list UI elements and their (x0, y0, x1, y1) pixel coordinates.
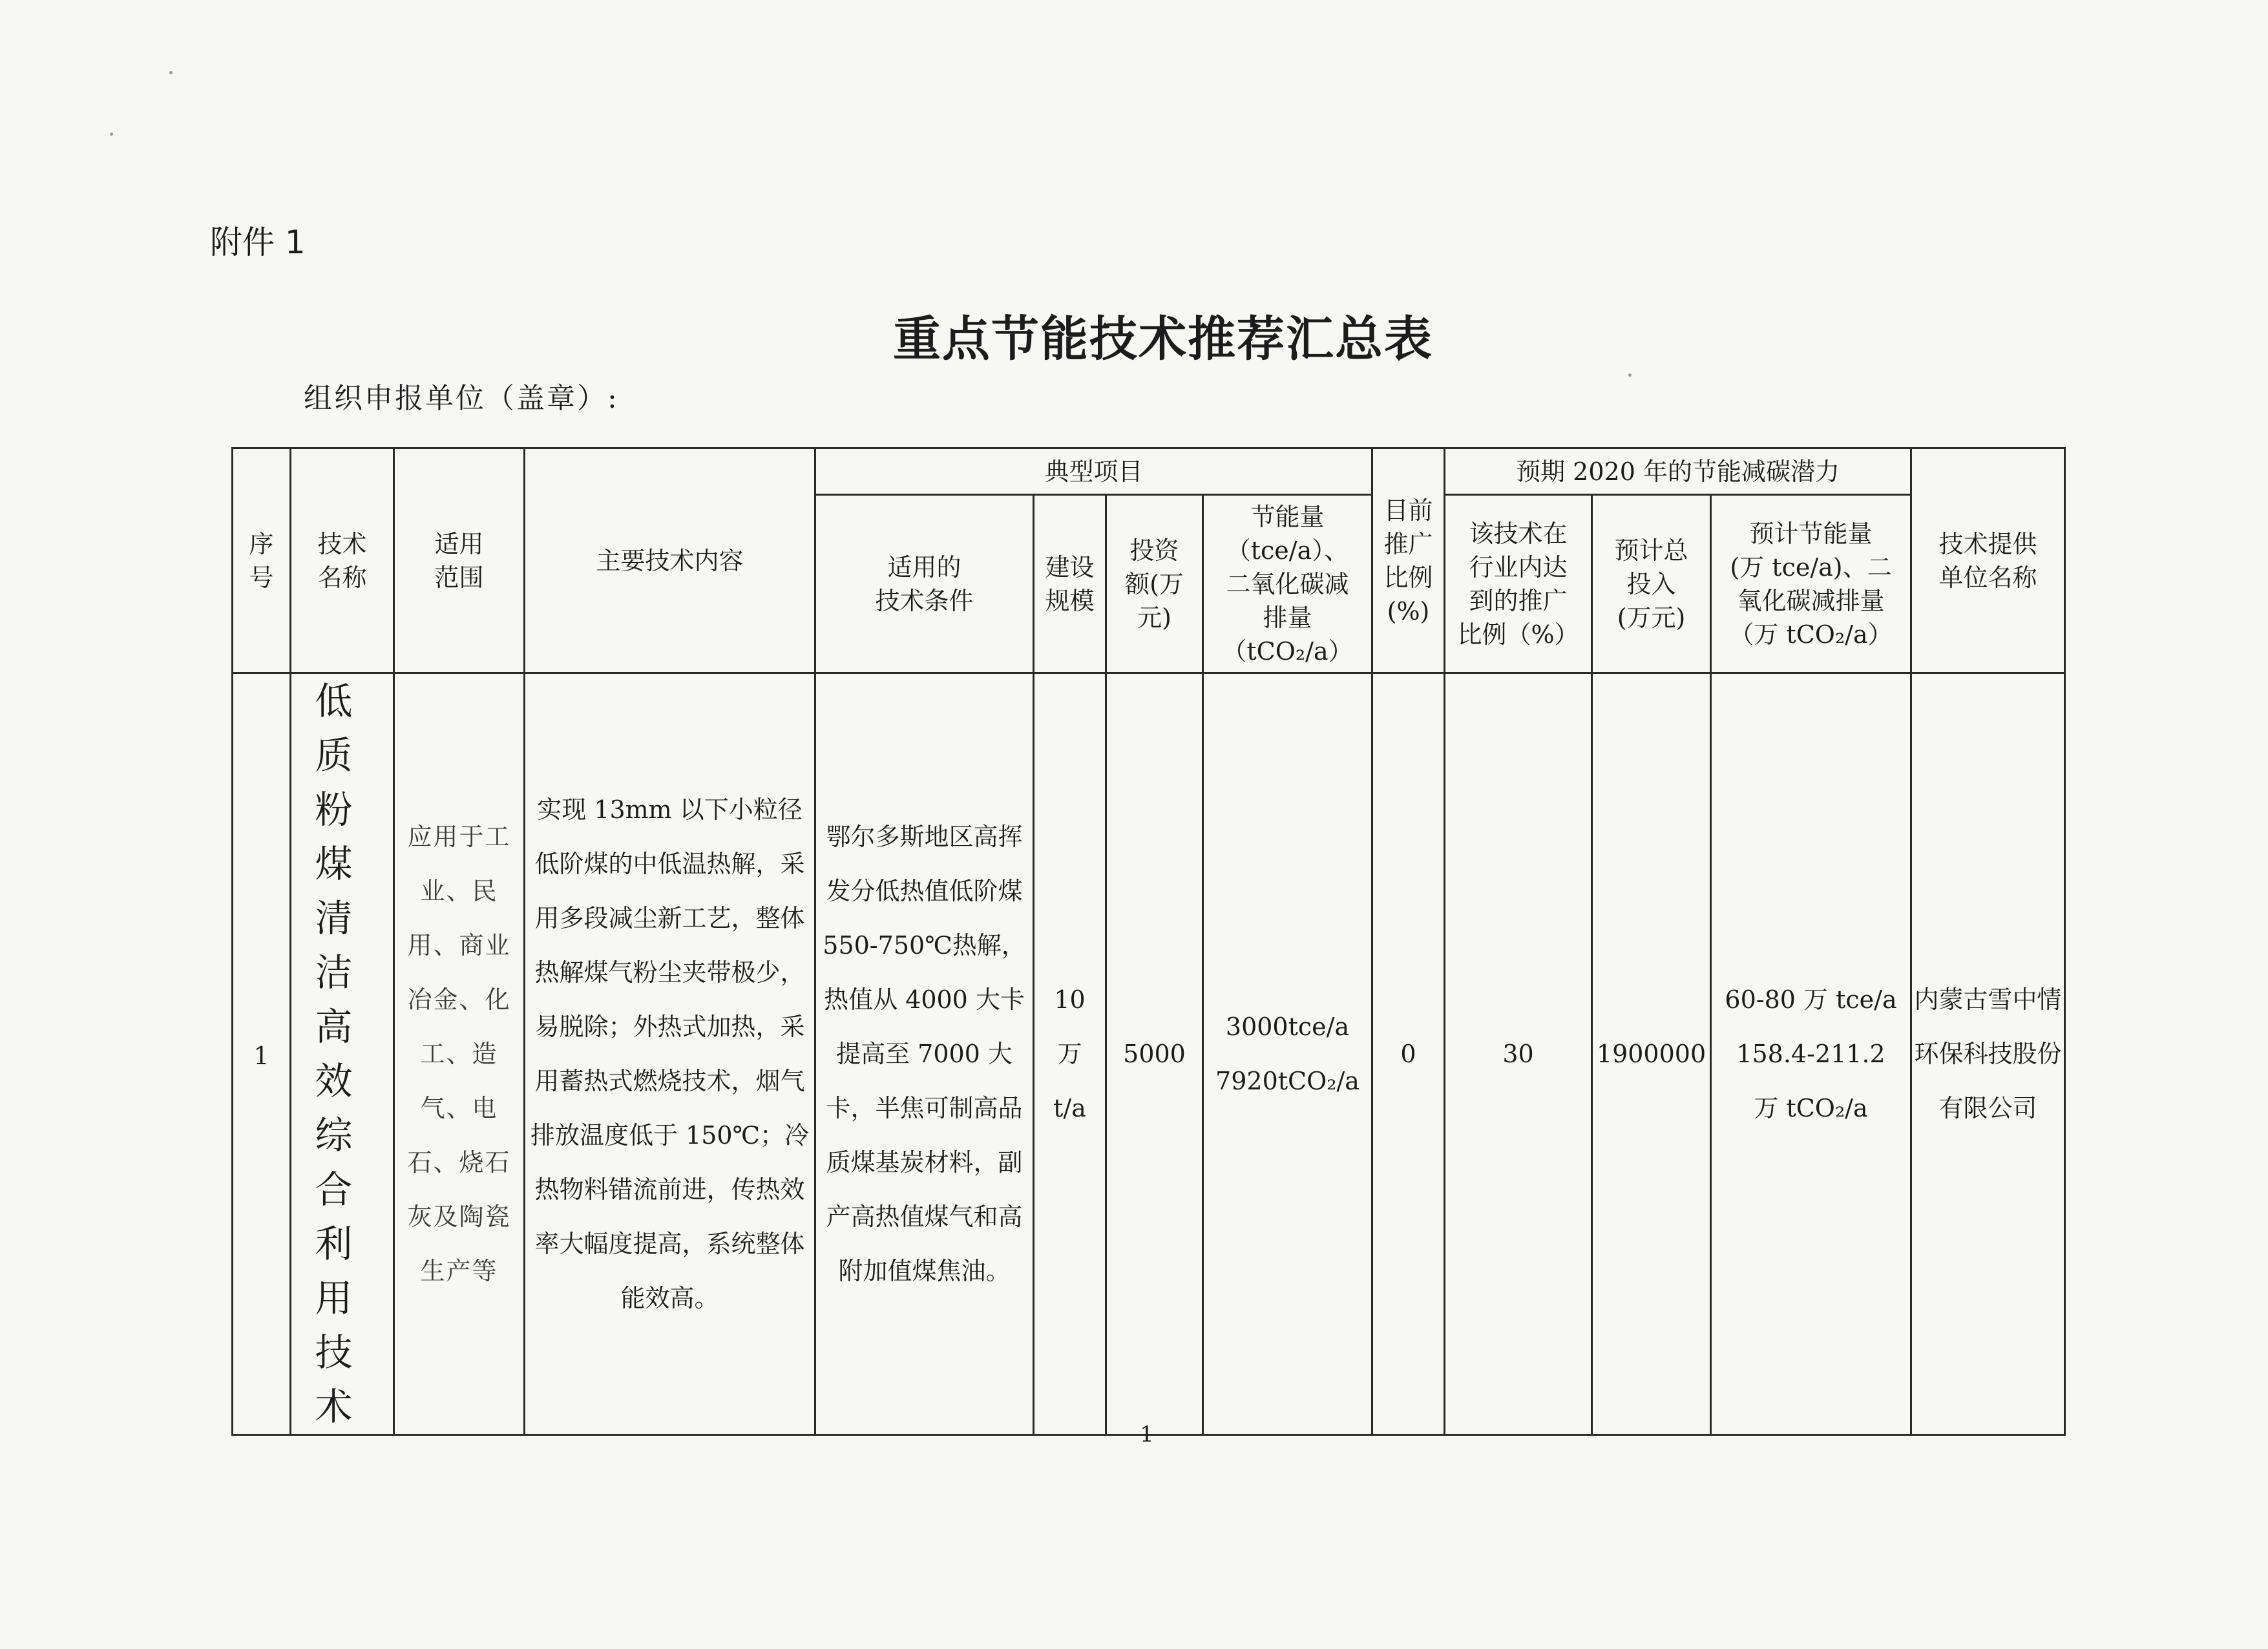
cell-tech-name: 低质粉煤清洁高效综合利用技术 (291, 673, 394, 1435)
page-number: 1 (1140, 1422, 1154, 1447)
header-potential-2020: 预期 2020 年的节能减碳潜力 (1445, 448, 1911, 495)
cell-conditions: 鄂尔多斯地区高挥发分低热值低阶煤 550-750℃热解，热值从 4000 大卡提高至 7000 大卡，半焦可制高品质煤基炭材料，副产高热值煤气和高附加值煤焦油。 (815, 673, 1034, 1435)
cell-scale: 10 万 t/a (1034, 673, 1106, 1435)
page-title: 重点节能技术推荐汇总表 (893, 311, 1433, 367)
scan-speck (110, 132, 113, 136)
attachment-label: 附件 1 (210, 224, 306, 261)
header-provider: 技术提供 单位名称 (1911, 448, 2065, 673)
header-conditions: 适用的 技术条件 (815, 495, 1034, 673)
header-scale: 建设 规模 (1034, 495, 1106, 673)
cell-provider: 内蒙古雪中情环保科技股份有限公司 (1911, 673, 2065, 1435)
header-row-top (233, 448, 2065, 495)
cell-expected-saving: 60-80 万 tce/a 158.4-211.2 万 tCO₂/a (1711, 673, 1911, 1435)
table-row (233, 673, 2065, 1435)
cell-main-content: 实现 13mm 以下小粒径低阶煤的中低温热解，采用多段减尘新工艺，整体热解煤气粉尘夹带极少，易脱除；外热式加热，采用蓄热式燃烧技术，烟气排放温度低于 150℃；冷热物料错流前进，传热效率大幅度提高，系统整体能效高。 (525, 673, 815, 1435)
header-seq: 序 号 (233, 448, 291, 673)
header-current-ratio: 目前 推广 比例 (%) (1372, 448, 1445, 673)
header-energy-saving: 节能量 （tce/a）、 二氧化碳减 排量 （tCO₂/a） (1203, 495, 1372, 673)
cell-total-investment: 1900000 (1592, 673, 1711, 1435)
header-main-content: 主要技术内容 (525, 448, 815, 673)
scan-speck (1628, 373, 1632, 377)
header-investment: 投资 额(万 元) (1106, 495, 1203, 673)
cell-energy-saving: 3000tce/a 7920tCO₂/a (1203, 673, 1372, 1435)
header-target-ratio: 该技术在 行业内达 到的推广 比例（%） (1445, 495, 1592, 673)
cell-investment: 5000 (1106, 673, 1203, 1435)
scan-speck (169, 71, 173, 74)
summary-table (231, 447, 2066, 1436)
organization-line: 组织申报单位（盖章）: (304, 382, 619, 415)
cell-scope: 应用于工业、民用、商业冶金、化工、造气、电石、烧石灰及陶瓷生产等 (394, 673, 525, 1435)
header-typical-project: 典型项目 (815, 448, 1372, 495)
cell-seq: 1 (233, 673, 291, 1435)
header-expected-saving: 预计节能量 (万 tce/a)、二 氧化碳减排量 （万 tCO₂/a） (1711, 495, 1911, 673)
header-scope: 适用 范围 (394, 448, 525, 673)
header-tech-name: 技术 名称 (291, 448, 394, 673)
cell-target-ratio: 30 (1445, 673, 1592, 1435)
header-total-investment: 预计总 投入 (万元) (1592, 495, 1711, 673)
cell-current-ratio: 0 (1372, 673, 1445, 1435)
